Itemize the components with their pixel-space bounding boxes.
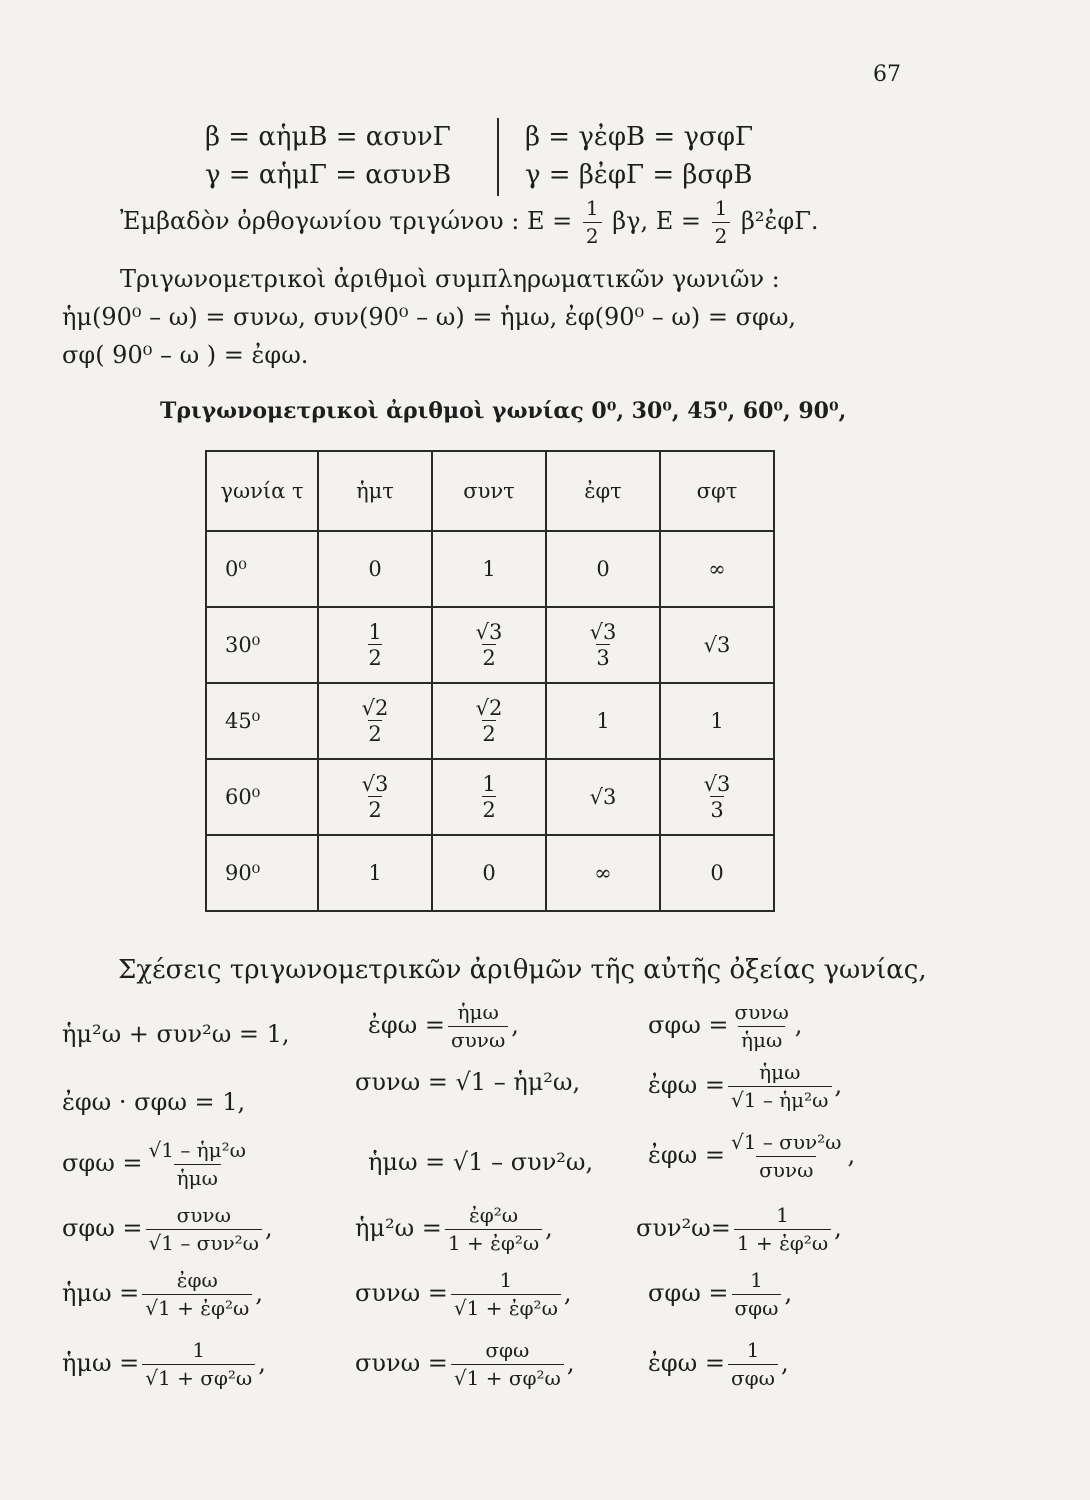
r16-lhs: ἡμω = bbox=[62, 1349, 140, 1377]
value-cell bbox=[546, 683, 660, 759]
table-heading: Τριγωνομετρικοὶ ἀριθμοὶ γωνίας 0⁰, 30⁰, 45⁰, 60⁰, 90⁰, bbox=[160, 398, 847, 424]
r3-frac bbox=[732, 1002, 792, 1051]
r11-frac bbox=[445, 1205, 542, 1254]
angle-label: 30⁰ bbox=[225, 633, 261, 657]
r11-lhs: ἡμ²ω = bbox=[355, 1214, 442, 1242]
formula-left-1: β = αἡμΒ = ασυνΓ bbox=[205, 122, 451, 152]
table-header-cell: γωνία τ bbox=[206, 451, 318, 531]
relation-1: ἡμ²ω + συν²ω = 1, bbox=[62, 1020, 290, 1048]
r14-den: √1 + ἐφ²ω bbox=[451, 1294, 561, 1319]
r15-lhs: σφω = bbox=[648, 1279, 729, 1307]
value-numerator: √2 bbox=[361, 695, 389, 720]
r15-den: σφω bbox=[732, 1294, 782, 1319]
value-text: 1 bbox=[482, 557, 496, 581]
table-header-cell: σφτ bbox=[660, 451, 774, 531]
r14-lhs: συνω = bbox=[355, 1279, 448, 1307]
value-cell bbox=[432, 531, 546, 607]
value-denominator: 3 bbox=[710, 798, 724, 822]
value-numerator: √3 bbox=[703, 771, 731, 796]
r6-frac bbox=[728, 1062, 832, 1111]
r18-lhs: ἐφω = bbox=[648, 1349, 725, 1377]
value-denominator: 2 bbox=[368, 646, 382, 670]
r15-num: 1 bbox=[750, 1268, 763, 1292]
r7-frac bbox=[146, 1140, 250, 1189]
table-row bbox=[206, 607, 774, 683]
value-text: 1 bbox=[710, 709, 724, 733]
complementary-title: Τριγωνομετρικοὶ ἀριθμοὶ συμπληρωματικῶν γωνιῶν : bbox=[120, 265, 780, 293]
r18-den: σφω bbox=[728, 1364, 778, 1389]
value-cell bbox=[546, 835, 660, 911]
table-header-cell: ἐφτ bbox=[546, 451, 660, 531]
value-text: 0 bbox=[368, 557, 382, 581]
relation-6: ἐφω = $\frac{\text{ἡμω}}{\text{√1 – ἡμ²ω}}$ , bbox=[648, 1060, 843, 1112]
table-header-cell: ἡμτ bbox=[318, 451, 432, 531]
value-text: 0 bbox=[710, 861, 724, 885]
table-header-row bbox=[206, 451, 774, 531]
value-denominator: 2 bbox=[482, 798, 496, 822]
column-divider bbox=[497, 118, 499, 196]
r14-num: 1 bbox=[499, 1268, 513, 1292]
value-fraction bbox=[368, 621, 381, 670]
r3-lhs: σφω = bbox=[648, 1011, 729, 1039]
r17-lhs: συνω = bbox=[355, 1349, 448, 1377]
relation-18: ἐφω = $\frac{1}{\text{σφω}}$ , bbox=[648, 1338, 789, 1390]
relation-2: ἐφω = $\frac{\text{ἡμω}}{\text{συνω}}$ , bbox=[368, 1000, 519, 1052]
value-text: 1 bbox=[368, 861, 382, 885]
relation-7 bbox=[62, 1140, 252, 1189]
r7-num: √1 – ἡμ²ω bbox=[148, 1138, 246, 1162]
area-expr1: βγ, Ε = bbox=[612, 207, 701, 235]
r16-den: √1 + σφ²ω bbox=[142, 1364, 255, 1389]
r13-frac bbox=[142, 1270, 252, 1319]
complementary-line-1: ἡμ(90⁰ – ω) = συνω, συν(90⁰ – ω) = ἡμω, ἐφ(90⁰ – ω) = σφω, bbox=[62, 303, 797, 331]
value-fraction bbox=[362, 773, 389, 822]
relation-17: συνω = $\frac{\text{σφω}}{\text{√1 + σφ²ω}}$ , bbox=[355, 1338, 575, 1390]
value-cell bbox=[660, 607, 774, 683]
formula-right-1: β = γἐφΒ = γσφΓ bbox=[525, 122, 753, 152]
value-cell bbox=[660, 531, 774, 607]
half-num-2: 1 bbox=[714, 196, 728, 220]
angle-label: 60⁰ bbox=[225, 785, 261, 809]
value-cell bbox=[660, 835, 774, 911]
relation-8: ἡμω = √1 – συν²ω, bbox=[368, 1148, 594, 1176]
r3-den: ἡμω bbox=[738, 1026, 785, 1051]
r17-num: σφω bbox=[485, 1338, 530, 1362]
relation-4: ἐφω · σφω = 1, bbox=[62, 1088, 246, 1116]
r18-num: 1 bbox=[746, 1338, 760, 1362]
formula-right-2: γ = βἐφΓ = βσφΒ bbox=[525, 160, 753, 190]
r6-num: ἡμω bbox=[759, 1060, 801, 1084]
complementary-line-2: σφ( 90⁰ – ω ) = ἐφω. bbox=[62, 341, 309, 369]
angle-label: 90⁰ bbox=[225, 861, 261, 885]
trig-values-table bbox=[205, 450, 775, 912]
value-text: √3 bbox=[589, 785, 617, 809]
angle-label: 45⁰ bbox=[225, 709, 261, 733]
r13-num: ἐφω bbox=[176, 1268, 218, 1292]
relation-11: ἡμ²ω = $\frac{\text{ἐφ²ω}}{\text{1 + ἐφ²ω}}$ , bbox=[355, 1203, 553, 1255]
r12-num: 1 bbox=[776, 1203, 789, 1227]
relation-3: σφω = $\frac{\text{συνω}}{\text{ἡμω}}$ , bbox=[648, 1000, 803, 1052]
r6-den: √1 – ἡμ²ω bbox=[728, 1086, 832, 1111]
r9-den: συνω bbox=[756, 1156, 816, 1181]
half-den-2: 2 bbox=[712, 222, 731, 247]
table-header-cell: συντ bbox=[432, 451, 546, 531]
value-denominator: 3 bbox=[596, 646, 610, 670]
relation-14: συνω = $\frac{1}{\text{√1 + ἐφ²ω}}$ , bbox=[355, 1268, 572, 1320]
area-expr2: β²ἐφΓ. bbox=[741, 207, 819, 235]
value-denominator: 2 bbox=[482, 722, 496, 746]
value-cell bbox=[660, 683, 774, 759]
value-fraction bbox=[476, 621, 503, 670]
relation-16: ἡμω = $\frac{1}{\text{√1 + σφ²ω}}$ , bbox=[62, 1338, 266, 1390]
relation-9: ἐφω = $\frac{\text{√1 – συν²ω}}{\text{συνω}}$ , bbox=[648, 1130, 856, 1182]
value-cell bbox=[432, 607, 546, 683]
fraction-half bbox=[583, 198, 602, 247]
area-formula bbox=[120, 198, 818, 247]
area-label: Ἐμβαδὸν ὀρθογωνίου τριγώνου : Ε = bbox=[120, 207, 573, 235]
angle-cell bbox=[206, 607, 318, 683]
angle-cell bbox=[206, 759, 318, 835]
value-cell bbox=[546, 607, 660, 683]
half-num: 1 bbox=[585, 196, 599, 220]
value-fraction bbox=[476, 697, 503, 746]
table-row bbox=[206, 531, 774, 607]
r13-den: √1 + ἐφ²ω bbox=[142, 1294, 252, 1319]
fraction-half-2 bbox=[712, 198, 731, 247]
r7-den: ἡμω bbox=[174, 1164, 221, 1189]
value-cell bbox=[432, 835, 546, 911]
value-cell bbox=[660, 759, 774, 835]
angle-label: 0⁰ bbox=[225, 557, 247, 581]
value-numerator: √2 bbox=[475, 695, 503, 720]
angle-cell bbox=[206, 683, 318, 759]
relation-15: σφω = $\frac{1}{\text{σφω}}$ , bbox=[648, 1268, 793, 1320]
value-numerator: √3 bbox=[589, 619, 617, 644]
value-text: 1 bbox=[596, 709, 610, 733]
page-number: 67 bbox=[873, 62, 901, 87]
value-cell bbox=[432, 683, 546, 759]
r11-num: ἐφ²ω bbox=[469, 1203, 519, 1227]
r16-num: 1 bbox=[192, 1338, 206, 1362]
value-cell bbox=[318, 835, 432, 911]
value-denominator: 2 bbox=[368, 798, 382, 822]
r17-frac bbox=[451, 1340, 564, 1389]
value-cell bbox=[546, 759, 660, 835]
value-text: 0 bbox=[482, 861, 496, 885]
relation-5: συνω = √1 – ἡμ²ω, bbox=[355, 1068, 581, 1096]
value-fraction bbox=[362, 697, 389, 746]
r12-frac bbox=[734, 1205, 831, 1254]
relation-13: ἡμω = $\frac{\text{ἐφω}}{\text{√1 + ἐφ²ω}}$ , bbox=[62, 1268, 263, 1320]
value-cell bbox=[318, 607, 432, 683]
r9-lhs: ἐφω = bbox=[648, 1141, 725, 1169]
r2-den: συνω bbox=[448, 1026, 508, 1051]
r10-lhs: σφω = bbox=[62, 1214, 143, 1242]
r7-lhs: σφω = bbox=[62, 1149, 143, 1177]
value-numerator: 1 bbox=[482, 771, 496, 796]
r10-num: συνω bbox=[176, 1203, 231, 1227]
table-row bbox=[206, 835, 774, 911]
r18-frac bbox=[728, 1340, 778, 1389]
value-text: ∞ bbox=[708, 557, 726, 581]
r2-num: ἡμω bbox=[457, 1000, 499, 1024]
r9-frac bbox=[728, 1132, 844, 1181]
value-numerator: √3 bbox=[475, 619, 503, 644]
angle-cell bbox=[206, 835, 318, 911]
r11-den: 1 + ἐφ²ω bbox=[445, 1229, 542, 1254]
r13-lhs: ἡμω = bbox=[62, 1279, 140, 1307]
relation-12: συν²ω= $\frac{1}{\text{1 + ἐφ²ω}}$ , bbox=[636, 1203, 842, 1255]
value-cell bbox=[318, 531, 432, 607]
r6-lhs: ἐφω = bbox=[648, 1071, 725, 1099]
r9-num: √1 – συν²ω bbox=[731, 1130, 842, 1154]
value-text: ∞ bbox=[594, 861, 612, 885]
value-cell bbox=[432, 759, 546, 835]
table-row bbox=[206, 683, 774, 759]
half-den: 2 bbox=[583, 222, 602, 247]
r2-lhs: ἐφω = bbox=[368, 1011, 445, 1039]
value-cell bbox=[318, 683, 432, 759]
r2-frac bbox=[448, 1002, 508, 1051]
value-cell bbox=[318, 759, 432, 835]
value-denominator: 2 bbox=[482, 646, 496, 670]
value-fraction bbox=[590, 621, 617, 670]
value-fraction bbox=[704, 773, 731, 822]
value-denominator: 2 bbox=[368, 722, 382, 746]
value-cell bbox=[546, 531, 660, 607]
r12-lhs: συν²ω= bbox=[636, 1214, 731, 1242]
formula-left-2: γ = αἡμΓ = ασυνΒ bbox=[205, 160, 452, 190]
relations-title: Σχέσεις τριγωνομετρικῶν ἀριθμῶν τῆς αὐτῆς ὀξείας γωνίας, bbox=[118, 955, 927, 985]
value-text: √3 bbox=[703, 633, 731, 657]
r3-num: συνω bbox=[734, 1000, 789, 1024]
angle-cell bbox=[206, 531, 318, 607]
r10-frac bbox=[146, 1205, 262, 1254]
r10-den: √1 – συν²ω bbox=[146, 1229, 262, 1254]
r17-den: √1 + σφ²ω bbox=[451, 1364, 564, 1389]
r12-den: 1 + ἐφ²ω bbox=[734, 1229, 831, 1254]
r16-frac bbox=[142, 1340, 255, 1389]
value-numerator: 1 bbox=[368, 619, 382, 644]
r15-frac bbox=[732, 1270, 782, 1319]
value-numerator: √3 bbox=[361, 771, 389, 796]
relation-10: σφω = $\frac{\text{συνω}}{\text{√1 – συν²ω}}$ , bbox=[62, 1203, 273, 1255]
r14-frac bbox=[451, 1270, 561, 1319]
value-text: 0 bbox=[596, 557, 610, 581]
value-fraction bbox=[482, 773, 495, 822]
table-row bbox=[206, 759, 774, 835]
